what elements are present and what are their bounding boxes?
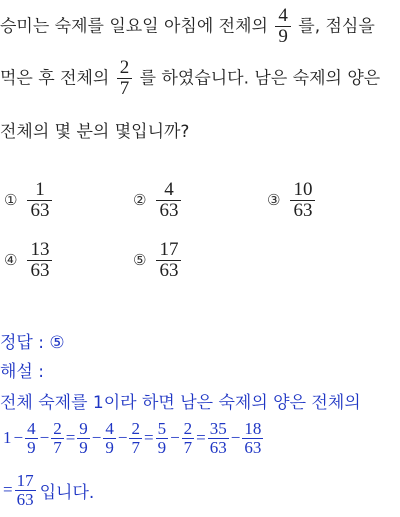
option-fraction: $\frac{10}{63}$ xyxy=(290,180,315,221)
equals-sign: = xyxy=(143,428,154,448)
option-5[interactable] xyxy=(133,240,183,281)
eq-result-fraction: $\frac{17}{63}$ xyxy=(16,471,34,509)
answer-label: 정답 : ⑤ xyxy=(0,333,65,353)
question-line-3 xyxy=(0,117,189,142)
minus-sign: − xyxy=(91,428,102,448)
question-line-1 xyxy=(0,6,375,47)
eq-fraction: $\frac{4}{9}$ xyxy=(105,419,114,457)
equation-line-1 xyxy=(2,420,264,457)
equation-line-2 xyxy=(2,472,94,509)
equals-sign: = xyxy=(196,428,206,448)
option-2[interactable] xyxy=(133,180,183,221)
minus-sign: − xyxy=(39,428,50,448)
minus-sign: − xyxy=(230,428,241,448)
option-fraction: $\frac{1}{63}$ xyxy=(27,180,52,221)
eq-fraction: $\frac{9}{9}$ xyxy=(79,419,88,457)
option-4[interactable] xyxy=(4,240,54,281)
equals-sign: = xyxy=(3,480,13,500)
question-text-3: 전체의 몇 분의 몇입니까? xyxy=(0,122,190,142)
option-fraction: $\frac{13}{63}$ xyxy=(27,240,52,281)
eq-fraction: $\frac{18}{63}$ xyxy=(244,419,262,457)
option-marker: ② xyxy=(133,191,147,210)
eq-fraction: $\frac{2}{7}$ xyxy=(183,419,193,457)
minus-sign: − xyxy=(13,428,24,448)
minus-sign: − xyxy=(117,428,128,448)
question-text-2: 먹은 후 전체의 xyxy=(0,68,110,89)
eq-fraction: $\frac{2}{7}$ xyxy=(131,419,140,457)
eq-fraction: $\frac{4}{9}$ xyxy=(27,419,36,457)
minus-sign: − xyxy=(170,428,180,448)
question-text-1: 승미는 숙제를 일요일 아침에 전체의 xyxy=(0,16,268,37)
option-marker: ⑤ xyxy=(133,251,147,270)
option-fraction: $\frac{17}{63}$ xyxy=(156,240,181,281)
option-fraction: $\frac{4}{63}$ xyxy=(156,180,181,221)
question-line-2 xyxy=(0,58,380,99)
eq-tail-text: 입니다. xyxy=(39,482,95,503)
equals-sign: = xyxy=(65,428,76,448)
option-marker: ④ xyxy=(4,251,18,270)
eq-fraction: $\frac{35}{63}$ xyxy=(209,419,227,457)
fraction-4-9: $\frac{4}{9}$ xyxy=(275,6,291,47)
eq-fraction: $\frac{2}{7}$ xyxy=(53,419,62,457)
option-marker: ① xyxy=(4,191,18,210)
question-text-1b: 를, 점심을 xyxy=(298,16,375,37)
option-1[interactable] xyxy=(4,180,54,221)
question-text-2b: 를 하였습니다. 남은 숙제의 양은 xyxy=(139,68,381,89)
explanation-label: 해설 : xyxy=(0,362,44,382)
explanation-text: 전체 숙제를 1이라 하면 남은 숙제의 양은 전체의 xyxy=(0,393,361,413)
fraction-2-7: $\frac{2}{7}$ xyxy=(117,58,133,99)
option-marker: ③ xyxy=(267,191,281,210)
option-3[interactable] xyxy=(267,180,317,221)
eq-one: 1 xyxy=(3,428,12,448)
eq-fraction: $\frac{5}{9}$ xyxy=(157,419,167,457)
